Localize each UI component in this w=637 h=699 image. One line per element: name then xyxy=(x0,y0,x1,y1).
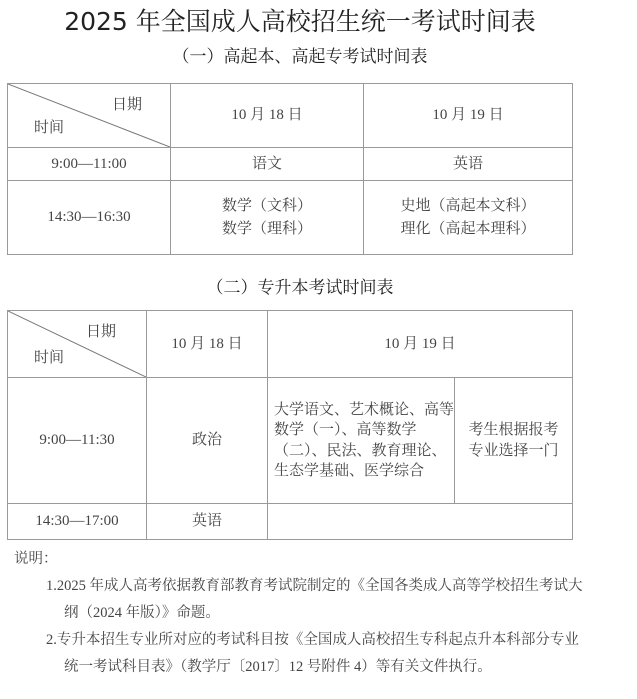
subject-cell: 政治 xyxy=(147,378,268,504)
corner-header xyxy=(8,84,171,148)
subject-cell xyxy=(364,181,573,255)
subject: 数学（文科） xyxy=(221,198,312,214)
subject: 数学（理科） xyxy=(221,220,312,237)
table-row xyxy=(8,148,573,181)
subject-cell xyxy=(171,181,364,255)
corner-time-label: 时间 xyxy=(34,119,65,136)
section2-heading: （二）专升本考试时间表 xyxy=(206,278,394,298)
table-row xyxy=(8,181,573,255)
page-title: 2025 年全国成人高校招生统一考试时间表 xyxy=(64,7,536,36)
date-header: 10 月 19 日 xyxy=(364,84,573,148)
table-row xyxy=(8,378,573,504)
time-cell: 14:30—17:00 xyxy=(8,504,147,540)
note-item: 2.专升本招生专业所对应的考试科目按《全国成人高校招生专科起点升本科部分专业统一考试科目表》（教学厅〔2017〕12 号附件 4）等有关文件执行。 xyxy=(46,632,579,675)
subject: 史地（高起本文科） xyxy=(400,198,536,214)
empty-cell xyxy=(268,504,573,540)
corner-date-label: 日期 xyxy=(111,97,142,113)
section1-heading: （一）高起本、高起专考试时间表 xyxy=(172,47,428,67)
table-row xyxy=(8,504,573,540)
corner-date-label: 日期 xyxy=(85,324,116,340)
corner-time-label: 时间 xyxy=(34,349,65,366)
time-cell: 14:30—16:30 xyxy=(8,181,171,255)
notes-label: 说明： xyxy=(14,551,58,567)
schedule-table-2 xyxy=(7,310,573,540)
subject-cell: 英语 xyxy=(147,504,268,540)
corner-header xyxy=(8,311,147,378)
subject-list-cell: 大学语文、艺术概论、高等数学（一）、高等数学（二）、民法、教育理论、生态学基础、医学综合 xyxy=(268,378,455,504)
note-item: 1.2025 年成人高考依据教育部教育考试院制定的《全国各类成人高等学校招生考试大纲（2024 年版）》命题。 xyxy=(46,578,583,621)
time-cell: 9:00—11:00 xyxy=(8,148,171,181)
date-header: 10 月 18 日 xyxy=(171,84,364,148)
notes xyxy=(14,546,584,681)
schedule-table-1 xyxy=(7,83,573,255)
subject-cell: 语文 xyxy=(171,148,364,181)
subject-cell: 英语 xyxy=(364,148,573,181)
date-header: 10 月 19 日 xyxy=(268,311,573,378)
date-header: 10 月 18 日 xyxy=(147,311,268,378)
subject: 理化（高起本理科） xyxy=(400,220,536,237)
time-cell: 9:00—11:30 xyxy=(8,378,147,504)
selection-note-cell: 考生根据报考专业选择一门 xyxy=(455,378,573,504)
